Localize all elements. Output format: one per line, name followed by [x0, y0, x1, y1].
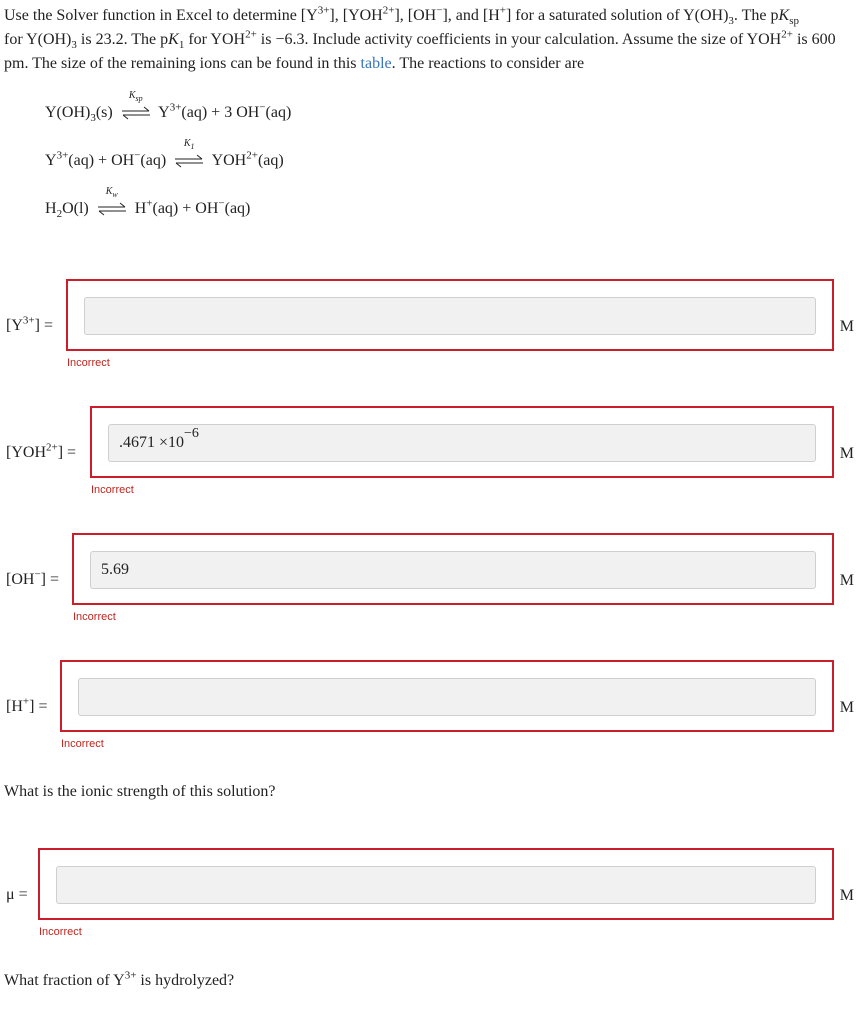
yoh-answer-box: [90, 406, 834, 478]
yoh-concentration-input[interactable]: .4671 ×10−6: [108, 424, 816, 462]
h-answer-box: [60, 660, 834, 732]
y3-unit: M: [839, 318, 854, 335]
y3-answer-box: [66, 279, 834, 351]
equilibrium-arrow-icon: $K_1$: [174, 154, 204, 168]
h-unit: M: [839, 699, 854, 716]
oh-unit: M: [839, 572, 854, 589]
y3-status: Incorrect: [67, 357, 110, 369]
reaction-kw: $H_2O(l)$ $K_w$ H+(aq) + OH−(aq): [45, 186, 251, 221]
ionic-strength-question: What is the ionic strength of this solution?: [4, 783, 276, 800]
problem-statement: Use the Solver function in Excel to determine $[Y^{3+}]$, $[YOH^{2+}]$, [OH−], and [H+] for a saturated solution of $Y(OH)_3$. The $pK_{sp}$ for $Y(OH)_3$ is 23.2. The $pK_1$ for $YOH^{2+}$ is −6.3. Include activity coefficients in your calculation. Assume the size of $YOH^{2+}$ is 600 pm. The size of the remaining ions can be found in this table. The reactions to consider are: [4, 4, 836, 72]
oh-concentration-input[interactable]: 5.69: [90, 551, 816, 589]
reaction-ksp: $Y(OH)_3(s)$ $K_{sp}$ $Y^{3+}(aq) + 3$ OH−(aq): [45, 90, 292, 125]
ionic-strength-label: μ =: [6, 886, 28, 903]
hydrolysis-fraction-question: What fraction of $Y^{3+}$ is hydrolyzed?: [4, 969, 235, 989]
equilibrium-arrow-icon: $K_w$: [97, 202, 127, 216]
h-concentration-label: [H+] =: [6, 695, 48, 715]
oh-concentration-label: [OH−] =: [6, 568, 60, 588]
yoh-status: Incorrect: [91, 484, 134, 496]
equilibrium-arrow-icon: $K_{sp}$: [121, 106, 151, 120]
reaction-k1: $Y^{3+}(aq) + OH^-(aq)$ $K_1$ $YOH^{2+}(aq)$: [45, 138, 284, 169]
h-concentration-input[interactable]: [78, 678, 816, 716]
ionic-strength-unit: M: [839, 887, 854, 904]
ion-size-table-link[interactable]: table: [360, 55, 392, 72]
ionic-strength-input[interactable]: [56, 866, 816, 904]
yoh-concentration-label: $[YOH^{2+}]$ =: [6, 441, 77, 461]
yoh-unit: M: [839, 445, 854, 462]
y3-concentration-input[interactable]: [84, 297, 816, 335]
oh-answer-box: [72, 533, 834, 605]
h-status: Incorrect: [61, 738, 104, 750]
oh-status: Incorrect: [73, 611, 116, 623]
ionic-strength-answer-box: [38, 848, 834, 920]
y3-concentration-label: $[Y^{3+}]$ =: [6, 314, 53, 334]
ionic-strength-status: Incorrect: [39, 926, 82, 938]
